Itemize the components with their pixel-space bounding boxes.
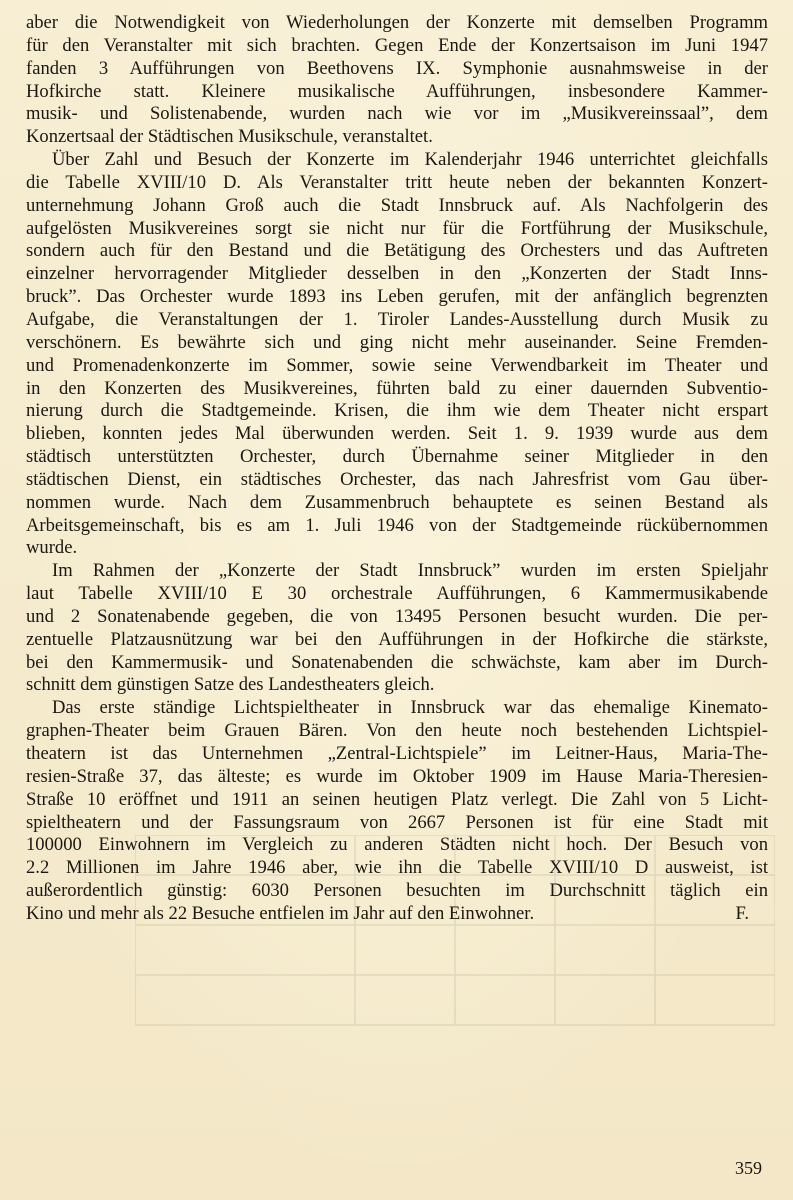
text-line: aber die Notwendigkeit von Wiederholungen der Konzerte mit demselben Programm bbox=[26, 12, 768, 33]
text-line: laut Tabelle XVIII/10 E 30 orchestrale Aufführungen, 6 Kammermusikabende bbox=[26, 583, 768, 605]
text-line: einzelner hervorragender Mitglieder desselben in den „Konzerten der Stadt Inns- bbox=[26, 263, 768, 285]
text-line: blieben, konnten jedes Mal überwunden werden. Seit 1. 9. 1939 wurde aus dem bbox=[26, 423, 768, 445]
text-line: fanden 3 Aufführungen von Beethovens IX. Symphonie ausnahmsweise in der bbox=[26, 57, 768, 79]
text-line: theatern ist das Unternehmen „Zentral-Lichtspiele” im Leitner-Haus, Maria-The- bbox=[26, 743, 768, 764]
text-line: unternehmung Johann Groß auch die Stadt Innsbruck auf. Als Nachfolgerin des bbox=[26, 194, 768, 216]
text-line: sondern auch für den Bestand und die Betätigung des Orchesters und das Auftreten bbox=[26, 240, 768, 262]
text-line: Konzertsaal der Städtischen Musikschule, veranstaltet. bbox=[26, 126, 433, 148]
final-line-text: Kino und mehr als 22 Besuche entfielen im Jahr auf den Einwohner. bbox=[26, 902, 535, 924]
text-line: bei den Kammermusik- und Sonatenabenden die schwächste, kam aber im Durch- bbox=[26, 651, 768, 673]
text-line: wurde. bbox=[26, 537, 78, 559]
text-line: Aufgabe, die Veranstaltungen der 1. Tiroler Landes-Ausstellung durch Musik zu bbox=[26, 308, 768, 330]
text-line: die Tabelle XVIII/10 D. Als Veranstalter tritt heute neben der bekannten Konzert- bbox=[26, 171, 768, 193]
text-line: nommen wurde. Nach dem Zusammenbruch behauptete es seinen Bestand als bbox=[26, 491, 768, 513]
text-line: Straße 10 eröffnet und 1911 an seinen heutigen Platz verlegt. Die Zahl von 5 Licht- bbox=[26, 788, 768, 810]
text-line: 100000 Einwohnern im Vergleich zu anderen Städten nicht hoch. Der Besuch von bbox=[26, 834, 768, 856]
text-line: bruck”. Das Orchester wurde 1893 ins Leben gerufen, mit der anfänglich begrenzten bbox=[26, 286, 768, 308]
text-line: schnitt dem günstigen Satze des Landestheaters gleich. bbox=[26, 674, 435, 696]
text-line: 2.2 Millionen im Jahre 1946 aber, wie ihn die Tabelle XVIII/10 D ausweist, ist bbox=[26, 857, 768, 879]
text-line: Hofkirche statt. Kleinere musikalische Aufführungen, insbesondere Kammer- bbox=[26, 80, 768, 102]
text-line: graphen-Theater beim Grauen Bären. Von den heute noch bestehenden Lichtspiel- bbox=[26, 720, 768, 742]
paragraph-first-line: Im Rahmen der „Konzerte der Stadt Innsbruck” wurden im ersten Spieljahr bbox=[52, 560, 768, 582]
text-line: zentuelle Platzausnützung war bei den Aufführungen in der Hofkirche die stärkste, bbox=[26, 628, 768, 650]
text-line: verschönern. Es bewährte sich und ging nicht mehr auseinander. Seine Fremden- bbox=[26, 331, 768, 353]
text-line: resien-Straße 37, das älteste; es wurde im Oktober 1909 im Hause Maria-Theresien- bbox=[26, 765, 768, 787]
text-line: städtischen Dienst, ein städtisches Orchester, das nach Jahresfrist vom Gau über- bbox=[26, 468, 768, 490]
text-line: und 2 Sonatenabende gegeben, die von 13495 Personen besucht wurden. Die per- bbox=[26, 605, 768, 627]
author-signature: F. bbox=[735, 902, 749, 924]
text-line: aufgelösten Musikvereines sorgt sie nicht nur für die Fortführung der Musikschule, bbox=[26, 217, 768, 239]
paragraph-first-line: Das erste ständige Lichtspieltheater in Innsbruck war das ehemalige Kinemato- bbox=[52, 697, 768, 719]
text-line: spieltheatern und der Fassungsraum von 2667 Personen ist für eine Stadt mit bbox=[26, 811, 768, 833]
final-line bbox=[26, 903, 768, 926]
text-line: städtisch unterstützten Orchester, durch Übernahme seiner Mitglieder in den bbox=[26, 446, 768, 468]
text-line: nierung durch die Stadtgemeinde. Krisen, die ihm wie dem Theater nicht erspart bbox=[26, 400, 768, 422]
text-line: musik- und Solistenabende, wurden nach wie vor im „Musikvereinssaal”, dem bbox=[26, 103, 768, 125]
text-line: in den Konzerten des Musikvereines, führten bald zu einer dauernden Subventio- bbox=[26, 377, 768, 399]
text-line: Arbeitsgemeinschaft, bis es am 1. Juli 1946 von der Stadtgemeinde rückübernommen bbox=[26, 514, 768, 536]
text-line: und Promenadenkonzerte im Sommer, sowie seine Verwendbarkeit im Theater und bbox=[26, 354, 768, 376]
text-line: für den Veranstalter mit sich brachten. Gegen Ende der Konzertsaison im Juni 1947 bbox=[26, 34, 768, 56]
page-number: 359 bbox=[735, 1158, 762, 1178]
text-line: außerordentlich günstig: 6030 Personen besuchten im Durchschnitt täglich ein bbox=[26, 880, 768, 902]
paragraph-first-line: Über Zahl und Besuch der Konzerte im Kalenderjahr 1946 unterrichtet gleichfalls bbox=[52, 149, 768, 171]
body-text bbox=[26, 12, 768, 926]
